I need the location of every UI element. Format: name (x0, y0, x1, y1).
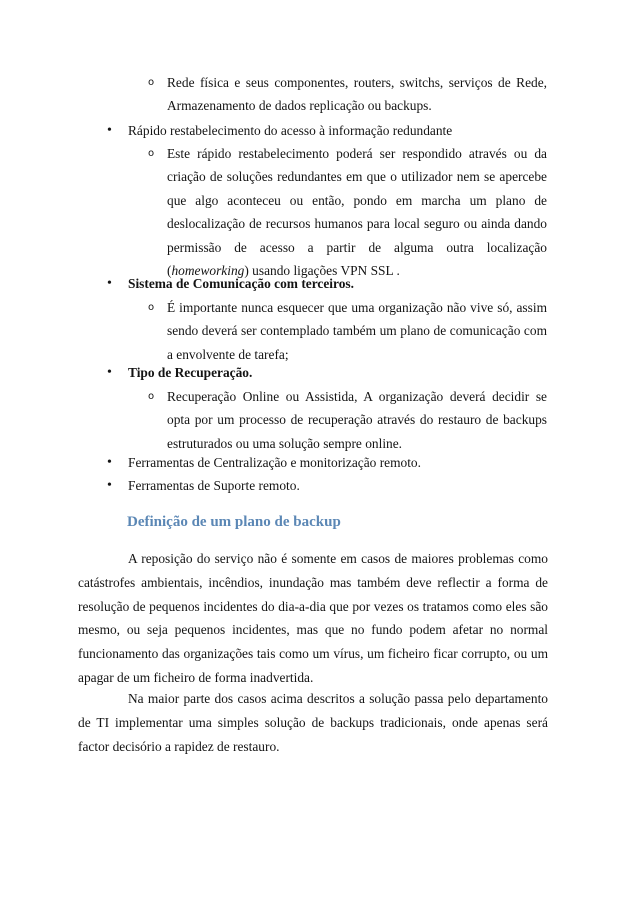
sub-item-comunicacao-detail: É importante nunca esquecer que uma organização não vive só, assim sendo deverá ser contemplado também um plano de comunicação com a envolvente de tarefa; (167, 300, 547, 362)
body-paragraph: Na maior parte dos casos acima descritos a solução passa pelo departamento de TI implementar uma simples solução de backups tradicionais, onde apenas será factor decisório a rapidez de restauro. (78, 691, 548, 754)
sub-bullet-marker: o (148, 391, 155, 402)
bullet-marker: • (107, 478, 112, 493)
homeworking-term: homeworking (171, 263, 245, 279)
sub-item-text-part2: ) usando ligações VPN SSL . (244, 263, 400, 279)
sub-bullet-marker: o (148, 77, 155, 88)
body-paragraph: A reposição do serviço não é somente em casos de maiores problemas como catástrofes ambientais, incêndios, inundação mas também deve reflectir a forma de resolução de pequenos incidentes do dia-a-dia que por vezes os tratamos como eles são mesmo, ou seja pequenos incidentes, mas que no fundo podem afetar no normal funcionamento das organizações tais como um vírus, um ficheiro ficar corrupto, ou um apagar de um ficheiro de forma inadvertida. (78, 551, 548, 685)
bullet-marker: • (107, 276, 112, 291)
list-item-ferramentas-suporte: Ferramentas de Suporte remoto. (128, 478, 300, 493)
sub-bullet-marker: o (148, 302, 155, 313)
list-item-rapido-restabelecimento: Rápido restabelecimento do acesso à informação redundante (128, 123, 453, 138)
list-item-sistema-comunicacao: Sistema de Comunicação com terceiros. (128, 276, 354, 291)
bullet-marker: • (107, 123, 112, 138)
sub-item-restabelecimento-detail (167, 142, 547, 282)
bullet-marker: • (107, 365, 112, 380)
sub-item-text-part1: Este rápido restabelecimento poderá ser respondido através ou da criação de soluções redundantes em que o utilizador nem se apercebe que algo aconteceu ou então, pondo em marcha um plano de deslocalização de recursos humanos para local seguro ou ainda dando permissão de acesso a partir de alguma outra localização ( (167, 146, 547, 279)
sub-bullet-marker: o (148, 148, 155, 159)
sub-item-rede-fisica: Rede física e seus componentes, routers, switchs, serviços de Rede, Armazenamento de dados replicação ou backups. (167, 75, 547, 114)
bullet-marker: • (107, 455, 112, 470)
list-item-ferramentas-centralizacao: Ferramentas de Centralização e monitorização remoto. (128, 455, 421, 470)
section-heading: Definição de um plano de backup (127, 514, 341, 530)
list-item-tipo-recuperacao: Tipo de Recuperação. (128, 365, 253, 380)
sub-item-recuperacao-detail: Recuperação Online ou Assistida, A organização deverá decidir se opta por um processo de recuperação através do restauro de backups estruturados ou uma solução sempre online. (167, 389, 547, 451)
